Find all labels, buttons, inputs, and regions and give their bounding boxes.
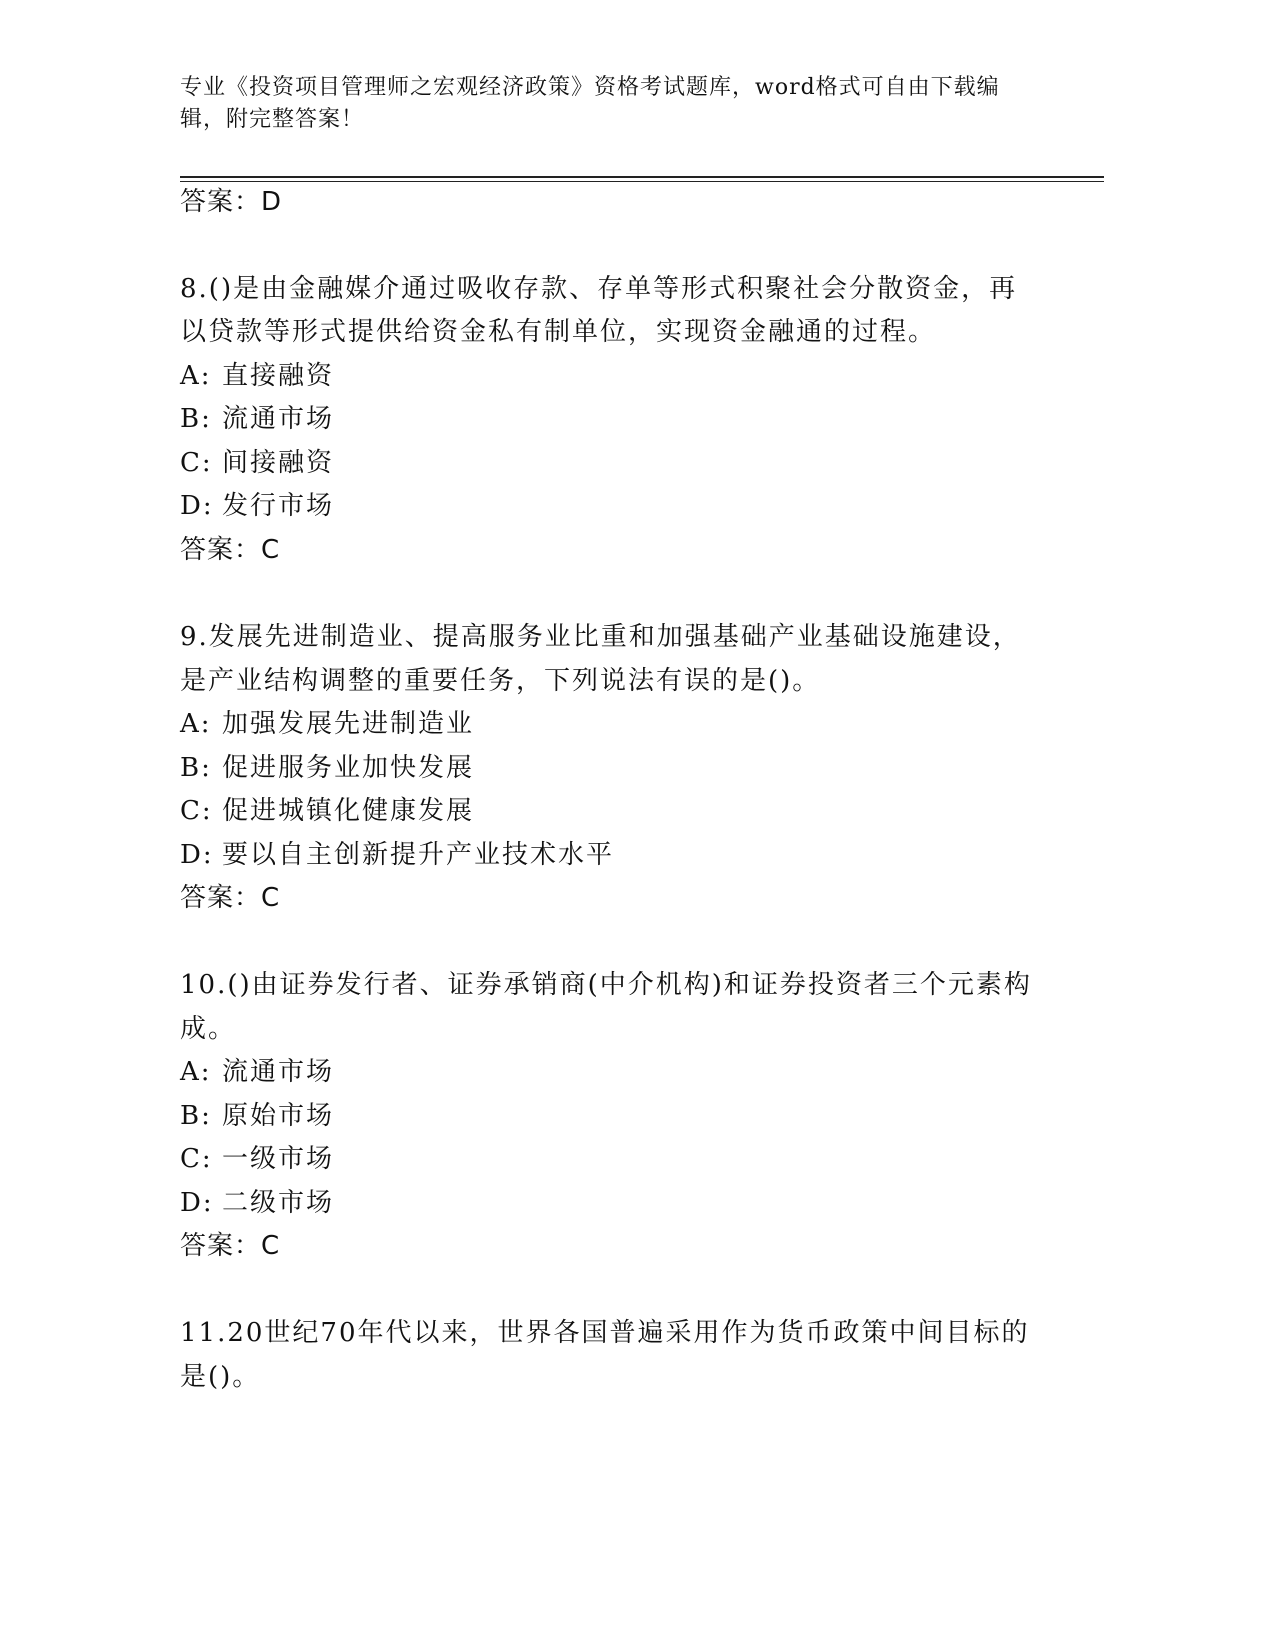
- option-key: B:: [180, 404, 212, 434]
- question-8-line-2: 以贷款等形式提供给资金私有制单位，实现资金融通的过程。: [180, 317, 937, 347]
- option-text: 发行市场: [222, 491, 335, 521]
- option-key: D:: [180, 840, 214, 870]
- option-text: 原始市场: [222, 1101, 335, 1131]
- option-text: 流通市场: [222, 404, 335, 434]
- header-line-1: 专业《投资项目管理师之宏观经济政策》资格考试题库，word格式可自由下载编: [180, 75, 1000, 100]
- question-9-line-1: 9.发展先进制造业、提高服务业比重和加强基础产业基础设施建设，: [180, 622, 1021, 652]
- header-line-2: 辑，附完整答案！: [180, 107, 365, 132]
- option-key: A:: [180, 361, 212, 391]
- option-key: D:: [180, 491, 214, 521]
- question-9-option-b: [180, 746, 474, 790]
- option-text: 要以自主创新提升产业技术水平: [222, 840, 615, 870]
- question-10-option-c: [180, 1137, 334, 1181]
- question-9-answer: 答案：C: [180, 883, 281, 913]
- header-divider-thin: [180, 181, 1104, 182]
- question-10-answer: 答案：C: [180, 1231, 281, 1261]
- question-10-option-b: [180, 1094, 334, 1138]
- option-key: D:: [180, 1188, 214, 1218]
- option-text: 促进城镇化健康发展: [222, 796, 475, 826]
- question-10-line-2: 成。: [180, 1014, 237, 1044]
- question-8-option-b: [180, 397, 334, 441]
- option-text: 间接融资: [222, 448, 335, 478]
- option-key: B:: [180, 1101, 212, 1131]
- option-key: B:: [180, 753, 212, 783]
- question-9-option-a: [180, 702, 474, 746]
- option-text: 流通市场: [222, 1057, 335, 1087]
- question-8-answer: 答案：C: [180, 535, 281, 565]
- document-header: [180, 72, 1060, 136]
- option-key: A:: [180, 709, 212, 739]
- question-11-line-2: 是()。: [180, 1362, 261, 1392]
- question-8-option-d: [180, 484, 334, 528]
- option-key: A:: [180, 1057, 212, 1087]
- header-divider-thick: [180, 176, 1104, 178]
- option-text: 加强发展先进制造业: [222, 709, 475, 739]
- option-text: 二级市场: [222, 1188, 335, 1218]
- option-key: C:: [180, 448, 213, 478]
- answer-line-7: 答案：D: [180, 187, 283, 217]
- question-9-option-c: [180, 789, 474, 833]
- option-key: C:: [180, 1144, 213, 1174]
- question-11-line-1: 11.20世纪70年代以来，世界各国普遍采用作为货币政策中间目标的: [180, 1318, 1030, 1348]
- question-8-option-c: [180, 441, 334, 485]
- question-9-line-2: 是产业结构调整的重要任务，下列说法有误的是()。: [180, 666, 821, 696]
- question-10-option-d: [180, 1181, 334, 1225]
- question-9-option-d: [180, 833, 614, 877]
- option-text: 直接融资: [222, 361, 335, 391]
- question-8-option-a: [180, 354, 334, 398]
- question-8-line-1: 8.()是由金融媒介通过吸收存款、存单等形式积聚社会分散资金，再: [180, 274, 1018, 304]
- question-10-line-1: 10.()由证券发行者、证券承销商(中介机构)和证券投资者三个元素构: [180, 970, 1032, 1000]
- option-text: 促进服务业加快发展: [222, 753, 475, 783]
- question-10-option-a: [180, 1050, 334, 1094]
- option-text: 一级市场: [222, 1144, 335, 1174]
- option-key: C:: [180, 796, 213, 826]
